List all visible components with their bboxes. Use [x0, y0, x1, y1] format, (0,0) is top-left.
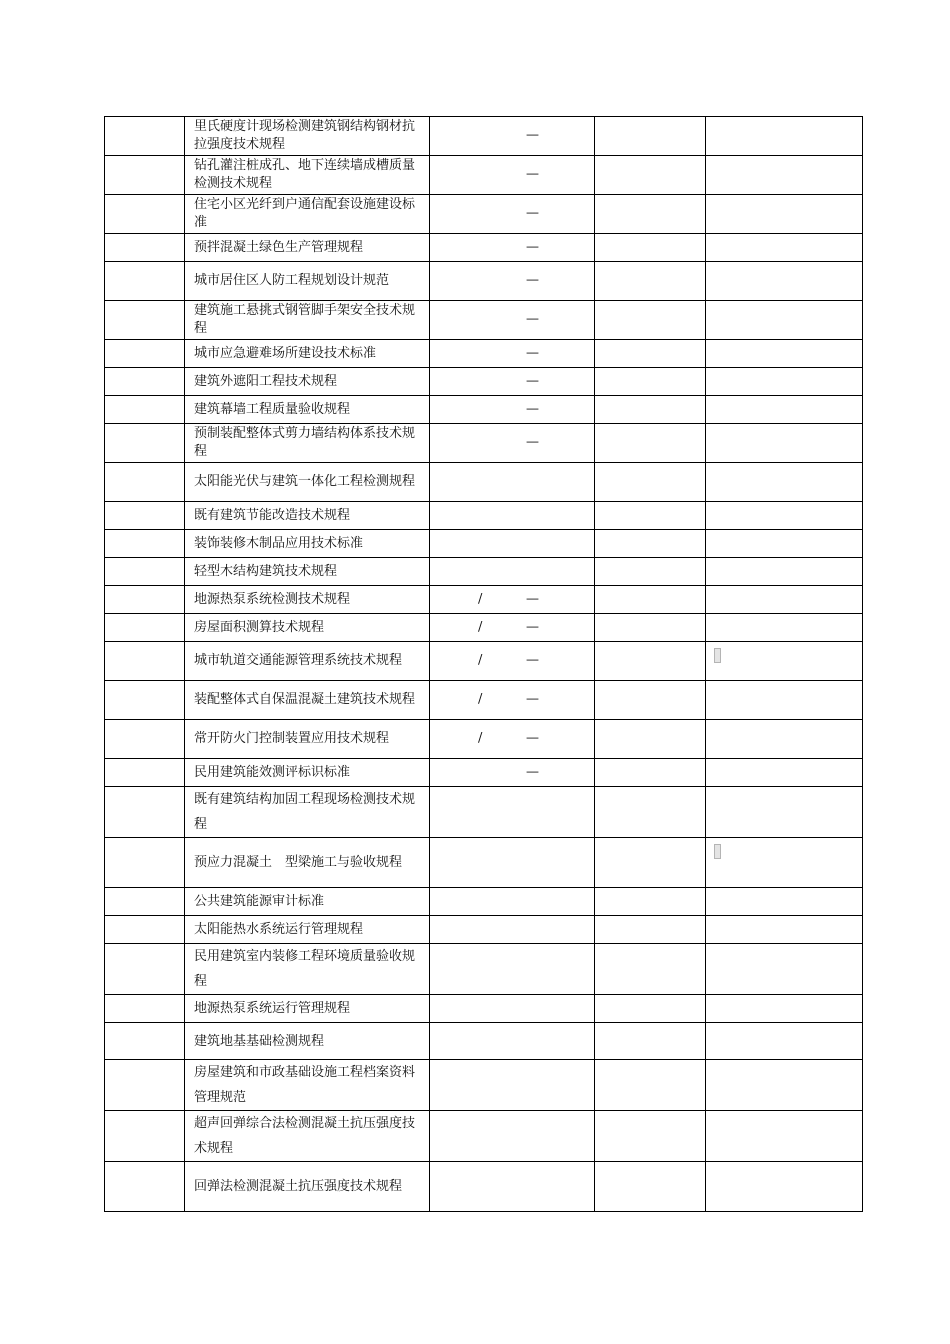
empty-cell — [595, 1023, 706, 1060]
standard-name-cell: 既有建筑结构加固工程现场检测技术规程 — [185, 787, 430, 838]
table-row — [105, 1023, 863, 1060]
row-index-cell — [105, 195, 185, 234]
remarks-cell — [706, 720, 863, 759]
row-index-cell — [105, 916, 185, 944]
table-row — [105, 117, 863, 156]
row-index-cell — [105, 759, 185, 787]
slash-mark: / — [478, 730, 483, 746]
row-index-cell — [105, 787, 185, 838]
table-row — [105, 502, 863, 530]
standard-name-cell: 轻型木结构建筑技术规程 — [185, 558, 430, 586]
remarks-cell — [706, 586, 863, 614]
row-index-cell — [105, 156, 185, 195]
remarks-cell — [706, 759, 863, 787]
row-index-cell — [105, 642, 185, 681]
remarks-cell — [706, 156, 863, 195]
status-cell — [430, 586, 595, 614]
empty-cell — [595, 888, 706, 916]
table-row — [105, 944, 863, 995]
row-index-cell — [105, 720, 185, 759]
table-row — [105, 1060, 863, 1111]
row-index-cell — [105, 530, 185, 558]
table-row — [105, 586, 863, 614]
status-cell — [430, 759, 595, 787]
remarks-cell — [706, 195, 863, 234]
standard-name-cell: 超声回弹综合法检测混凝土抗压强度技术规程 — [185, 1111, 430, 1162]
status-cell — [430, 642, 595, 681]
remarks-cell — [706, 396, 863, 424]
status-cell — [430, 1111, 595, 1162]
row-index-cell — [105, 234, 185, 262]
remarks-cell — [706, 234, 863, 262]
remarks-cell — [706, 117, 863, 156]
remarks-cell — [706, 502, 863, 530]
standard-name-cell: 城市居住区人防工程规划设计规范 — [185, 262, 430, 301]
empty-cell — [595, 117, 706, 156]
empty-cell — [595, 463, 706, 502]
empty-cell — [595, 502, 706, 530]
remarks-cell — [706, 681, 863, 720]
status-cell — [430, 368, 595, 396]
empty-cell — [595, 301, 706, 340]
status-cell — [430, 424, 595, 463]
status-cell — [430, 340, 595, 368]
row-index-cell — [105, 502, 185, 530]
table-row — [105, 614, 863, 642]
status-cell — [430, 916, 595, 944]
standard-name-cell: 太阳能光伏与建筑一体化工程检测规程 — [185, 463, 430, 502]
table-row — [105, 368, 863, 396]
row-index-cell — [105, 1111, 185, 1162]
status-cell — [430, 888, 595, 916]
empty-cell — [595, 681, 706, 720]
table-row — [105, 888, 863, 916]
dash-mark: — — [526, 434, 539, 450]
table-row — [105, 156, 863, 195]
standard-name-cell: 常开防火门控制装置应用技术规程 — [185, 720, 430, 759]
dash-mark: — — [526, 272, 539, 288]
table-row — [105, 995, 863, 1023]
remarks-cell — [706, 463, 863, 502]
standard-name-cell: 民用建筑室内装修工程环境质量验收规程 — [185, 944, 430, 995]
table-row — [105, 1111, 863, 1162]
table-row — [105, 262, 863, 301]
status-cell — [430, 156, 595, 195]
empty-cell — [595, 1162, 706, 1212]
row-index-cell — [105, 586, 185, 614]
empty-cell — [595, 195, 706, 234]
table-row — [105, 681, 863, 720]
table-row — [105, 838, 863, 888]
dash-mark: — — [526, 205, 539, 221]
status-cell — [430, 463, 595, 502]
row-index-cell — [105, 995, 185, 1023]
empty-cell — [595, 396, 706, 424]
dash-mark: — — [526, 591, 539, 607]
table-row — [105, 787, 863, 838]
remarks-cell — [706, 530, 863, 558]
row-index-cell — [105, 838, 185, 888]
remarks-cell — [706, 1111, 863, 1162]
status-cell — [430, 195, 595, 234]
row-index-cell — [105, 368, 185, 396]
remarks-cell — [706, 301, 863, 340]
standard-name-cell: 建筑幕墙工程质量验收规程 — [185, 396, 430, 424]
row-index-cell — [105, 301, 185, 340]
standard-name-cell: 建筑施工悬挑式钢管脚手架安全技术规程 — [185, 301, 430, 340]
standard-name-cell: 装饰装修木制品应用技术标准 — [185, 530, 430, 558]
remarks-cell — [706, 1060, 863, 1111]
standards-table — [104, 116, 863, 1212]
table-row — [105, 301, 863, 340]
dash-mark: — — [526, 619, 539, 635]
placeholder-box-icon — [714, 844, 721, 859]
dash-mark: — — [526, 239, 539, 255]
remarks-cell — [706, 614, 863, 642]
table-row — [105, 530, 863, 558]
standard-name-cell: 地源热泵系统运行管理规程 — [185, 995, 430, 1023]
empty-cell — [595, 759, 706, 787]
status-cell — [430, 944, 595, 995]
remarks-cell — [706, 1023, 863, 1060]
remarks-cell — [706, 368, 863, 396]
status-cell — [430, 558, 595, 586]
dash-mark: — — [526, 373, 539, 389]
table-row — [105, 234, 863, 262]
row-index-cell — [105, 944, 185, 995]
table-row — [105, 463, 863, 502]
table-row — [105, 642, 863, 681]
status-cell — [430, 787, 595, 838]
dash-mark: — — [526, 730, 539, 746]
remarks-cell — [706, 916, 863, 944]
row-index-cell — [105, 558, 185, 586]
status-cell — [430, 530, 595, 558]
dash-mark: — — [526, 311, 539, 327]
status-cell — [430, 262, 595, 301]
table-row — [105, 340, 863, 368]
empty-cell — [595, 234, 706, 262]
standard-name-cell: 房屋面积测算技术规程 — [185, 614, 430, 642]
dash-mark: — — [526, 166, 539, 182]
standard-name-cell: 预制装配整体式剪力墙结构体系技术规程 — [185, 424, 430, 463]
remarks-cell — [706, 262, 863, 301]
standard-name-cell: 地源热泵系统检测技术规程 — [185, 586, 430, 614]
status-cell — [430, 234, 595, 262]
dash-mark: — — [526, 691, 539, 707]
status-cell — [430, 117, 595, 156]
empty-cell — [595, 1060, 706, 1111]
table-row — [105, 558, 863, 586]
status-cell — [430, 1060, 595, 1111]
row-index-cell — [105, 888, 185, 916]
status-cell — [430, 1023, 595, 1060]
row-index-cell — [105, 340, 185, 368]
standard-name-cell: 钻孔灌注桩成孔、地下连续墙成槽质量检测技术规程 — [185, 156, 430, 195]
standard-name-cell: 住宅小区光纤到户通信配套设施建设标准 — [185, 195, 430, 234]
table-row — [105, 759, 863, 787]
status-cell — [430, 838, 595, 888]
standard-name-cell: 预拌混凝土绿色生产管理规程 — [185, 234, 430, 262]
placeholder-box-icon — [714, 648, 721, 663]
standard-name-cell: 民用建筑能效测评标识标准 — [185, 759, 430, 787]
row-index-cell — [105, 117, 185, 156]
remarks-cell — [706, 944, 863, 995]
standard-name-cell: 太阳能热水系统运行管理规程 — [185, 916, 430, 944]
empty-cell — [595, 424, 706, 463]
empty-cell — [595, 720, 706, 759]
row-index-cell — [105, 396, 185, 424]
empty-cell — [595, 614, 706, 642]
table-row — [105, 916, 863, 944]
status-cell — [430, 995, 595, 1023]
row-index-cell — [105, 1162, 185, 1212]
standard-name-cell: 城市轨道交通能源管理系统技术规程 — [185, 642, 430, 681]
table-row — [105, 195, 863, 234]
dash-mark: — — [526, 345, 539, 361]
slash-mark: / — [478, 591, 483, 607]
status-cell — [430, 681, 595, 720]
table-row — [105, 720, 863, 759]
status-cell — [430, 502, 595, 530]
table-row — [105, 424, 863, 463]
remarks-cell — [706, 838, 863, 888]
empty-cell — [595, 995, 706, 1023]
status-cell — [430, 720, 595, 759]
status-cell — [430, 396, 595, 424]
remarks-cell — [706, 340, 863, 368]
standard-name-cell: 公共建筑能源审计标准 — [185, 888, 430, 916]
standard-name-cell: 建筑地基基础检测规程 — [185, 1023, 430, 1060]
remarks-cell — [706, 424, 863, 463]
status-cell — [430, 1162, 595, 1212]
standards-table-container — [104, 116, 846, 1212]
dash-mark: — — [526, 127, 539, 143]
remarks-cell — [706, 888, 863, 916]
standards-table-body — [105, 117, 863, 1212]
dash-mark: — — [526, 652, 539, 668]
standard-name-cell: 城市应急避难场所建设技术标准 — [185, 340, 430, 368]
dash-mark: — — [526, 401, 539, 417]
empty-cell — [595, 586, 706, 614]
empty-cell — [595, 340, 706, 368]
remarks-cell — [706, 1162, 863, 1212]
empty-cell — [595, 916, 706, 944]
remarks-cell — [706, 642, 863, 681]
empty-cell — [595, 368, 706, 396]
row-index-cell — [105, 614, 185, 642]
slash-mark: / — [478, 619, 483, 635]
remarks-cell — [706, 787, 863, 838]
standard-name-cell: 里氏硬度计现场检测建筑钢结构钢材抗拉强度技术规程 — [185, 117, 430, 156]
row-index-cell — [105, 463, 185, 502]
status-cell — [430, 614, 595, 642]
slash-mark: / — [478, 691, 483, 707]
row-index-cell — [105, 1023, 185, 1060]
empty-cell — [595, 642, 706, 681]
row-index-cell — [105, 262, 185, 301]
empty-cell — [595, 838, 706, 888]
row-index-cell — [105, 1060, 185, 1111]
row-index-cell — [105, 424, 185, 463]
standard-name-cell: 既有建筑节能改造技术规程 — [185, 502, 430, 530]
empty-cell — [595, 787, 706, 838]
standard-name-cell: 预应力混凝土 型梁施工与验收规程 — [185, 838, 430, 888]
standard-name-cell: 房屋建筑和市政基础设施工程档案资料管理规范 — [185, 1060, 430, 1111]
empty-cell — [595, 558, 706, 586]
standard-name-cell: 装配整体式自保温混凝土建筑技术规程 — [185, 681, 430, 720]
remarks-cell — [706, 558, 863, 586]
slash-mark: / — [478, 652, 483, 668]
standard-name-cell: 回弹法检测混凝土抗压强度技术规程 — [185, 1162, 430, 1212]
empty-cell — [595, 156, 706, 195]
table-row — [105, 1162, 863, 1212]
empty-cell — [595, 262, 706, 301]
empty-cell — [595, 530, 706, 558]
remarks-cell — [706, 995, 863, 1023]
table-row — [105, 396, 863, 424]
empty-cell — [595, 944, 706, 995]
dash-mark: — — [526, 764, 539, 780]
empty-cell — [595, 1111, 706, 1162]
status-cell — [430, 301, 595, 340]
row-index-cell — [105, 681, 185, 720]
standard-name-cell: 建筑外遮阳工程技术规程 — [185, 368, 430, 396]
